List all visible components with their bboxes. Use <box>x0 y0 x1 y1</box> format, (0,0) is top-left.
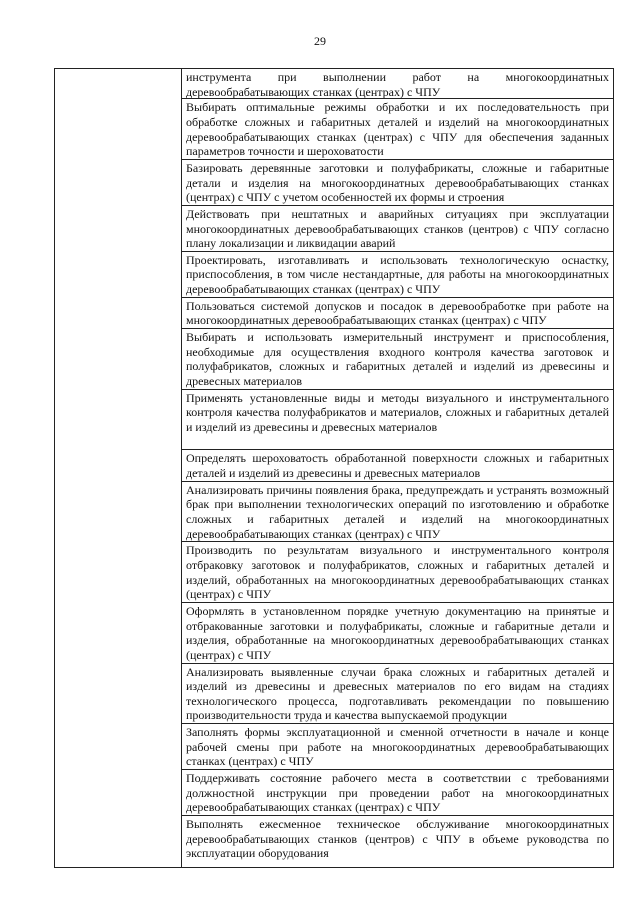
table-row: Анализировать выявленные случаи брака сложных и габаритных деталей и изделий из древесины и древесных материалов по его видам на стадиях технологического процесса, подготавливать рекомендации по повышению производительности труда и качества выпускаемой продукции <box>182 664 613 725</box>
table-row: Заполнять формы эксплуатационной и сменной отчетности в начале и конце рабочей смены при работе на многокоординатных деревообрабатывающих станках (центрах) с ЧПУ <box>182 724 613 770</box>
table-row: Выполнять ежесменное техническое обслуживание многокоординатных деревообрабатывающих станков (центров) с ЧПУ в объеме руководства по эксплуатации оборудования <box>186 817 609 861</box>
table-row: Действовать при нештатных и аварийных ситуациях при эксплуатации многокоординатных деревообрабатывающих станков (центров) с ЧПУ согласно плану локализации и ликвидации аварий <box>182 206 613 252</box>
table-label-column <box>55 69 182 867</box>
table-row: Выбирать и использовать измерительный инструмент и приспособления, необходимые для осуществления входного контроля качества заготовок и полуфабрикатов, сложных и габаритных деталей и изделий из древесины и древесных материалов <box>182 329 613 390</box>
table-row: Поддерживать состояние рабочего места в соответствии с требованиями должностной инструкции при проведении работ на многокоординатных деревообрабатывающих станках (центрах) с ЧПУ <box>182 770 613 816</box>
table-row: Применять установленные виды и методы визуального и инструментального контроля качества полуфабрикатов и материалов, сложных и габаритных деталей и изделий из древесины и древесных материалов <box>182 390 613 451</box>
table-row: Выбирать оптимальные режимы обработки и их последовательность при обработке сложных и габаритных деталей и изделий на многокоординатных деревообрабатывающих станках (центрах) с ЧПУ для обеспечения заданных параметров точности и шероховатости <box>182 99 613 160</box>
table-row: Производить по результатам визуального и инструментального контроля отбраковку заготовок и полуфабрикатов, сложных и габаритных деталей и изделий, обработанных на многокоординатных деревообрабатывающих станках (центрах) с ЧПУ <box>182 542 613 603</box>
table-row: Проектировать, изготавливать и использовать технологическую оснастку, приспособления, в том числе нестандартные, для работы на многокоординатных деревообрабатывающих станках (центрах) с ЧПУ <box>182 252 613 298</box>
table-content-column <box>182 69 613 867</box>
table-row: Базировать деревянные заготовки и полуфабрикаты, сложные и габаритные детали и изделия на многокоординатных деревообрабатывающих станках (центрах) с ЧПУ с учетом особенностей их формы и строения <box>182 160 613 206</box>
table-row: Оформлять в установленном порядке учетную документацию на принятые и отбракованные заготовки и полуфабрикаты, сложные и габаритные детали и изделия, обработанные на многокоординатных деревообрабатывающих станках (центрах) с ЧПУ <box>182 603 613 664</box>
table-row: Определять шероховатость обработанной поверхности сложных и габаритных деталей и изделий из древесины и древесных материалов <box>182 450 613 481</box>
table-row: инструмента при выполнении работ на многокоординатных деревообрабатывающих станках (центрах) с ЧПУ <box>182 69 613 99</box>
skills-table <box>54 68 614 868</box>
table-row: Пользоваться системой допусков и посадок в деревообработке при работе на многокоординатных деревообрабатывающих станках (центрах) с ЧПУ <box>182 298 613 329</box>
page-number: 29 <box>314 34 326 48</box>
table-row: Анализировать причины появления брака, предупреждать и устранять возможный брак при выполнении технологических операций по изготовлению и обработке сложных и габаритных деталей и изделий на многокоординатных деревообрабатывающих станках (центрах) с ЧПУ <box>182 482 613 543</box>
